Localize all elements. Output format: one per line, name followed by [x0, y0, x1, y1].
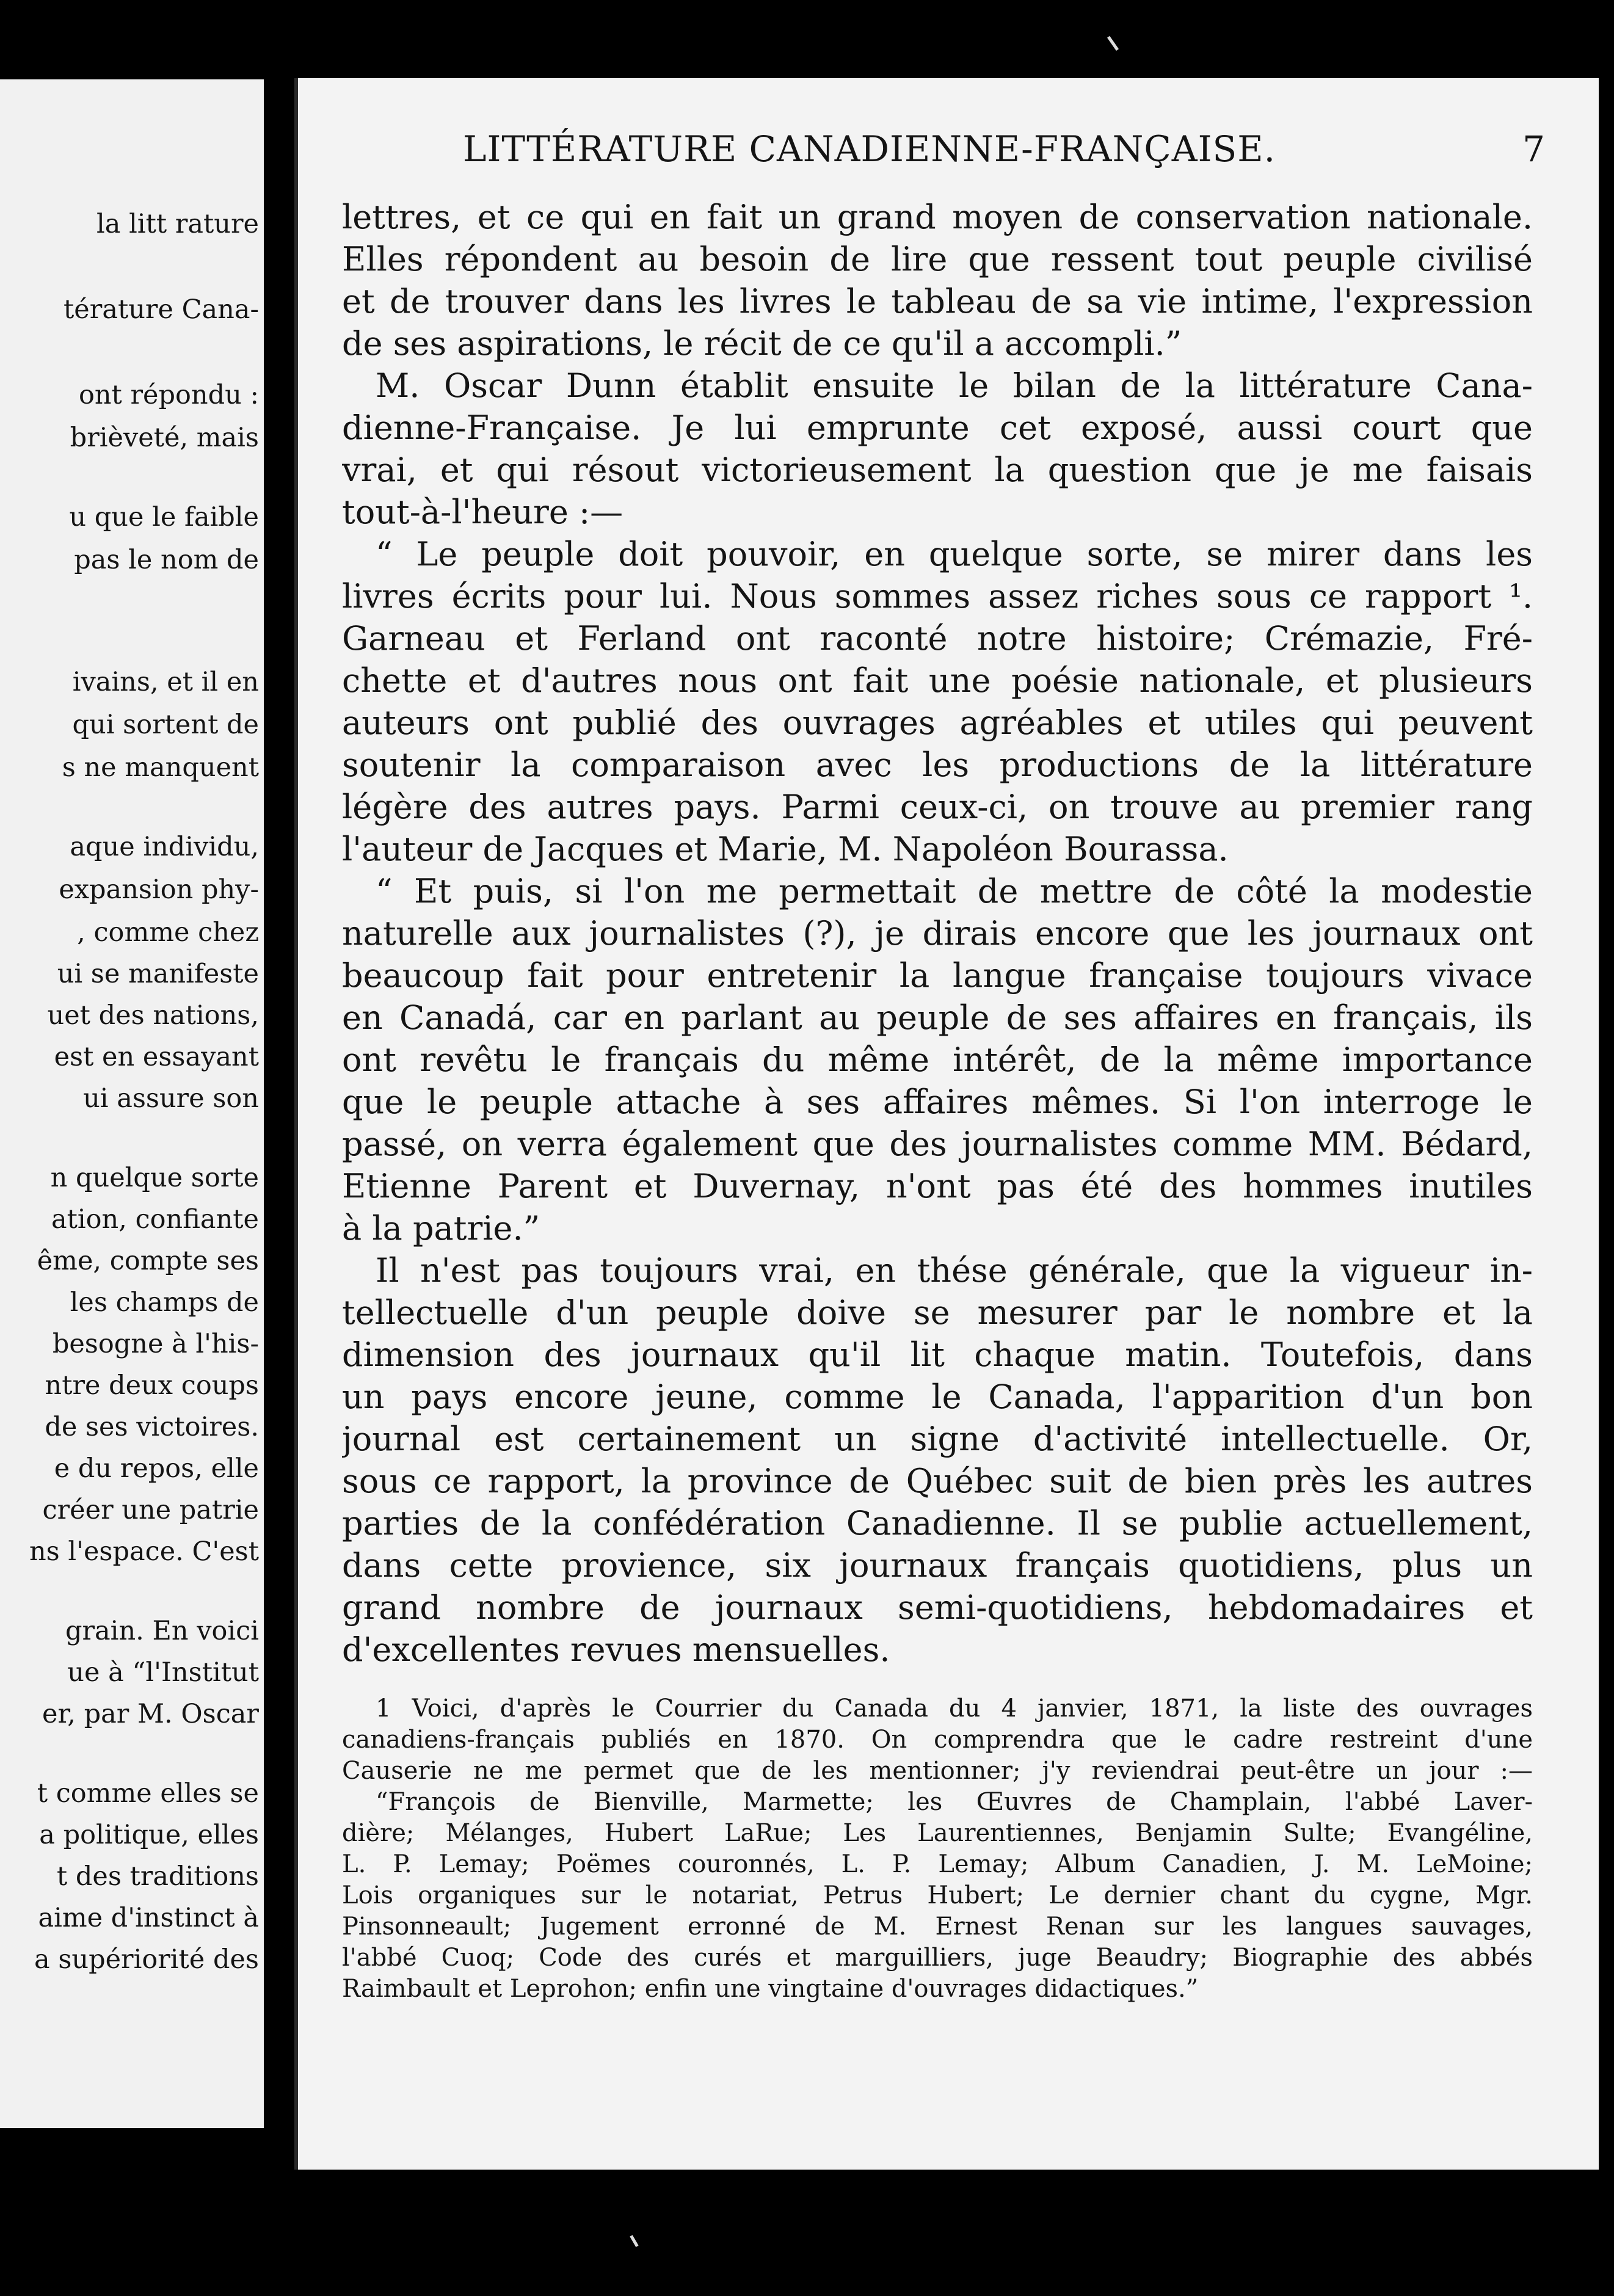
page-number: 7 [1522, 128, 1545, 170]
left-page-line: créer une patrie [42, 1495, 259, 1525]
text-line: à la patrie.” [342, 1209, 540, 1248]
left-page-line: ont répondu : [78, 380, 259, 410]
left-page-line: besogne à l'his- [52, 1329, 259, 1359]
left-page-line: grain. En voici [65, 1616, 259, 1646]
left-page-line: e du repos, elle [54, 1453, 259, 1484]
text-line: en Canadá, car en parlant au peuple de ses affaires en français, ils [342, 998, 1533, 1037]
left-page-line: a politique, elles [39, 1820, 259, 1850]
body-text [342, 196, 1533, 1671]
text-line: légère des autres pays. Parmi ceux-ci, on trouve au premier rang [342, 788, 1533, 826]
left-page-line: ui assure son [83, 1083, 259, 1114]
left-page-line: qui sortent de [72, 710, 259, 740]
running-header [298, 128, 1599, 177]
left-page-line: ue à “l'Institut [67, 1657, 259, 1688]
text-line: de ses aspirations, le récit de ce qu'il a accompli.” [342, 324, 1182, 363]
footnote-line: l'abbé Cuoq; Code des curés et marguilliers, juge Beaudry; Biographie des abbés [342, 1944, 1533, 1972]
text-line: ont revêtu le français du même intérêt, de la même importance [342, 1041, 1533, 1079]
footnote-line: Raimbault et Leprohon; enfin une vingtaine d'ouvrages didactiques.” [342, 1975, 1199, 2003]
text-line: d'excellentes revues mensuelles. [342, 1630, 890, 1669]
text-line: “ Et puis, si l'on me permettait de mettre de côté la modestie [376, 872, 1533, 910]
text-line: tout-à-l'heure :— [342, 493, 623, 531]
text-line: auteurs ont publié des ouvrages agréables et utiles qui peuvent [342, 703, 1533, 742]
footnote-line: dière; Mélanges, Hubert LaRue; Les Laurentiennes, Benjamin Sulte; Evangéline, [342, 1819, 1533, 1847]
text-line: soutenir la comparaison avec les productions de la littérature [342, 746, 1533, 784]
text-line: lettres, et ce qui en fait un grand moyen de conservation nationale. [342, 198, 1533, 236]
text-line: que le peuple attache à ses affaires mêmes. Si l'on interroge le [342, 1083, 1533, 1121]
text-line: dimension des journaux qu'il lit chaque matin. Toutefois, dans [342, 1335, 1533, 1374]
main-page [294, 78, 1599, 2170]
left-page-line: ns l'espace. C'est [29, 1536, 259, 1567]
left-page-line: brièveté, mais [70, 423, 259, 453]
text-line: dienne-Française. Je lui emprunte cet exposé, aussi court que [342, 409, 1533, 447]
left-page-fragment [0, 79, 264, 2128]
left-page-line: de ses victoires. [45, 1412, 259, 1442]
left-page-line: a supériorité des [34, 1944, 259, 1975]
left-page-line: n quelque sorte [50, 1163, 259, 1193]
text-line: et de trouver dans les livres le tableau de sa vie intime, l'expression [342, 282, 1533, 321]
left-page-line: les champs de [70, 1287, 259, 1318]
text-line: grand nombre de journaux semi-quotidiens, hebdomadaires et [342, 1588, 1533, 1627]
text-line: journal est certainement un signe d'activité intellectuelle. Or, [342, 1420, 1533, 1458]
left-page-line: t comme elles se [37, 1778, 259, 1809]
left-page-line: t des traditions [56, 1861, 259, 1892]
left-page-line: est en essayant [54, 1042, 259, 1072]
text-line: Il n'est pas toujours vrai, en thése générale, que la vigueur in- [376, 1251, 1533, 1290]
left-page-line: térature Cana- [64, 294, 259, 325]
scan-artifact [1107, 36, 1119, 51]
left-page-line: aque individu, [70, 832, 259, 862]
running-header-title: LITTÉRATURE CANADIENNE-FRANÇAISE. [463, 128, 1276, 170]
text-line: livres écrits pour lui. Nous sommes assez riches sous ce rapport ¹. [342, 577, 1533, 616]
text-line: tellectuelle d'un peuple doive se mesurer par le nombre et la [342, 1293, 1533, 1332]
left-page-line: expansion phy- [59, 874, 259, 905]
text-line: passé, on verra également que des journalistes comme MM. Bédard, [342, 1125, 1533, 1163]
footnote [342, 1693, 1533, 2005]
scan-artifact [630, 2235, 638, 2247]
left-page-line: ation, confiante [51, 1204, 259, 1235]
text-line: Garneau et Ferland ont raconté notre histoire; Crémazie, Fré- [342, 619, 1533, 658]
footnote-line: canadiens-français publiés en 1870. On comprendra que le cadre restreint d'une [342, 1726, 1533, 1754]
left-page-line: la litt rature [96, 209, 259, 239]
left-page-line: ui se manifeste [57, 959, 259, 989]
text-line: un pays encore jeune, comme le Canada, l'apparition d'un bon [342, 1378, 1533, 1416]
text-line: sous ce rapport, la province de Québec suit de bien près les autres [342, 1462, 1533, 1500]
footnote-line: Causerie ne me permet que de les mentionner; j'y reviendrai peut-être un jour :— [342, 1757, 1533, 1785]
left-page-line: ntre deux coups [45, 1370, 259, 1401]
text-line: naturelle aux journalistes (?), je dirais encore que les journaux ont [342, 914, 1533, 953]
left-page-line: , comme chez [77, 917, 259, 948]
text-line: l'auteur de Jacques et Marie, M. Napoléon Bourassa. [342, 830, 1229, 868]
footnote-line: 1 Voici, d'après le Courrier du Canada du 4 janvier, 1871, la liste des ouvrages [376, 1695, 1533, 1723]
text-line: beaucoup fait pour entretenir la langue française toujours vivace [342, 956, 1533, 995]
text-line: “ Le peuple doit pouvoir, en quelque sorte, se mirer dans les [376, 535, 1533, 573]
text-line: M. Oscar Dunn établit ensuite le bilan de la littérature Cana- [376, 366, 1533, 405]
footnote-line: L. P. Lemay; Poëmes couronnés, L. P. Lemay; Album Canadien, J. M. LeMoine; [342, 1850, 1533, 1878]
text-line: chette et d'autres nous ont fait une poésie nationale, et plusieurs [342, 661, 1533, 700]
left-page-line: ême, compte ses [37, 1246, 259, 1276]
left-page-line: s ne manquent [62, 752, 259, 783]
text-line: Etienne Parent et Duvernay, n'ont pas été des hommes inutiles [342, 1167, 1533, 1205]
footnote-line: Pinsonneault; Jugement erronné de M. Ernest Renan sur les langues sauvages, [342, 1913, 1533, 1941]
left-page-line: u que le faible [69, 502, 259, 532]
left-page-line: ivains, et il en [72, 667, 259, 697]
left-page-line: uet des nations, [47, 1000, 259, 1031]
text-line: parties de la confédération Canadienne. Il se publie actuellement, [342, 1504, 1533, 1542]
left-page-line: pas le nom de [74, 545, 259, 575]
text-line: vrai, et qui résout victorieusement la question que je me faisais [342, 451, 1533, 489]
text-line: dans cette provience, six journaux français quotidiens, plus un [342, 1546, 1533, 1585]
left-page-line: er, par M. Oscar [42, 1699, 259, 1729]
footnote-line: “François de Bienville, Marmette; les Œuvres de Champlain, l'abbé Laver- [376, 1788, 1533, 1816]
footnote-line: Lois organiques sur le notariat, Petrus Hubert; Le dernier chant du cygne, Mgr. [342, 1881, 1533, 1909]
text-line: Elles répondent au besoin de lire que ressent tout peuple civilisé [342, 240, 1533, 278]
left-page-line: aime d'instinct à [38, 1903, 259, 1933]
